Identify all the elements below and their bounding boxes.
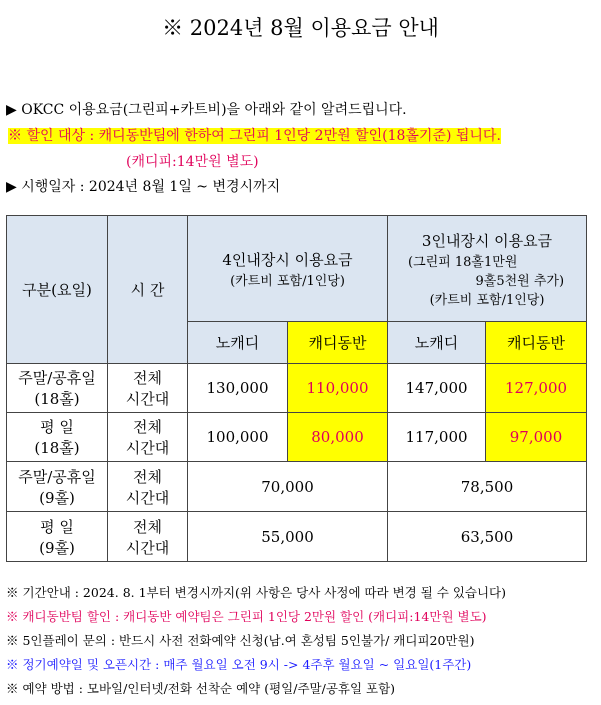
note-five-players: ※ 5인플레이 문의 : 반드시 사전 전화예약 신청(남.여 혼성팀 5인불가/ 캐디피20만원) xyxy=(6,633,475,648)
time-label: 시간대 xyxy=(125,390,170,408)
header-group3 xyxy=(388,216,587,322)
time-label: 시간대 xyxy=(125,439,170,457)
header-group4 xyxy=(188,216,388,322)
holes-label: (9홀) xyxy=(39,488,75,507)
category-label: 평 일 xyxy=(40,418,74,436)
category-label: 주말/공휴일 xyxy=(18,369,96,387)
discount-notice xyxy=(8,125,501,145)
holes-label: (18홀) xyxy=(34,390,80,408)
note-booking-schedule: ※ 정기예약일 및 오픈시간 : 매주 월요일 오전 9시 -> 4주후 월요일 ~ 일요일(1주간) xyxy=(6,657,472,672)
time-label: 시간대 xyxy=(125,488,170,507)
header-time: 시 간 xyxy=(108,216,188,364)
row-time xyxy=(108,462,188,512)
group3-title: 3인내장시 이용요금 xyxy=(421,231,553,250)
table-row xyxy=(7,512,587,562)
caddie-fee-note: (캐디피:14만원 별도) xyxy=(126,154,259,170)
category-label: 주말/공휴일 xyxy=(18,467,96,486)
price-cell-discount: 97,000 xyxy=(486,413,587,462)
price-cell: 63,500 xyxy=(388,512,587,562)
header-category: 구분(요일) xyxy=(7,216,108,364)
group3-sub2: 9홀5천원 추가) xyxy=(475,273,565,289)
row-time xyxy=(108,413,188,462)
note-caddie-discount: ※ 캐디동반팀 할인 : 캐디동반 예약팀은 그린피 1인당 2만원 할인 (캐디피:14만원 별도) xyxy=(6,609,487,624)
holes-label: (9홀) xyxy=(39,538,75,557)
row-category xyxy=(7,512,108,562)
row-category xyxy=(7,462,108,512)
note-period: ※ 기간안내 : 2024. 8. 1부터 변경시까지(위 사항은 당사 사정에 따라 변경 될 수 있습니다) xyxy=(6,585,507,600)
row-category xyxy=(7,413,108,462)
price-cell: 147,000 xyxy=(388,364,486,413)
time-label: 전체 xyxy=(133,418,162,436)
row-category xyxy=(7,364,108,413)
group4-sub: (카트비 포함/1인당) xyxy=(230,273,345,289)
price-cell-discount: 80,000 xyxy=(288,413,388,462)
time-label: 전체 xyxy=(133,369,162,387)
price-cell: 55,000 xyxy=(188,512,388,562)
price-cell: 70,000 xyxy=(188,462,388,512)
time-label: 전체 xyxy=(133,467,162,486)
discount-text: ※ 할인 대상 : 캐디동반팀에 한하여 그린피 1인당 2만원 할인(18홀기준) 됩니다. xyxy=(8,128,501,144)
intro-line: ▶ OKCC 이용요금(그린피+카트비)을 아래와 같이 알려드립니다. xyxy=(6,102,407,118)
table-row xyxy=(7,413,587,462)
page-title: ※ 2024년 8월 이용요금 안내 xyxy=(162,16,439,40)
fee-table xyxy=(6,215,587,562)
table-row xyxy=(7,364,587,413)
group3-sub1: (그린피 18홀1만원 xyxy=(408,254,518,270)
price-cell: 117,000 xyxy=(388,413,486,462)
price-cell: 78,500 xyxy=(388,462,587,512)
effective-date: ▶ 시행일자 : 2024년 8월 1일 ~ 변경시까지 xyxy=(6,179,281,195)
group4-title: 4인내장시 이용요금 xyxy=(222,250,353,269)
category-label: 평 일 xyxy=(40,517,74,536)
time-label: 시간대 xyxy=(125,538,170,557)
header-with-caddie: 캐디동반 xyxy=(288,322,388,364)
price-cell: 100,000 xyxy=(188,413,288,462)
row-time xyxy=(108,364,188,413)
price-cell-discount: 110,000 xyxy=(288,364,388,413)
holes-label: (18홀) xyxy=(34,439,80,457)
price-cell-discount: 127,000 xyxy=(486,364,587,413)
time-label: 전체 xyxy=(133,517,162,536)
price-cell: 130,000 xyxy=(188,364,288,413)
group3-sub3: (카트비 포함/1인당) xyxy=(429,292,545,308)
note-booking-method: ※ 예약 방법 : 모바일/인터넷/전화 선착순 예약 (평일/주말/공휴일 포함) xyxy=(6,681,396,696)
table-row xyxy=(7,462,587,512)
row-time xyxy=(108,512,188,562)
header-no-caddie: 노캐디 xyxy=(188,322,288,364)
header-no-caddie: 노캐디 xyxy=(388,322,486,364)
header-with-caddie: 캐디동반 xyxy=(486,322,587,364)
